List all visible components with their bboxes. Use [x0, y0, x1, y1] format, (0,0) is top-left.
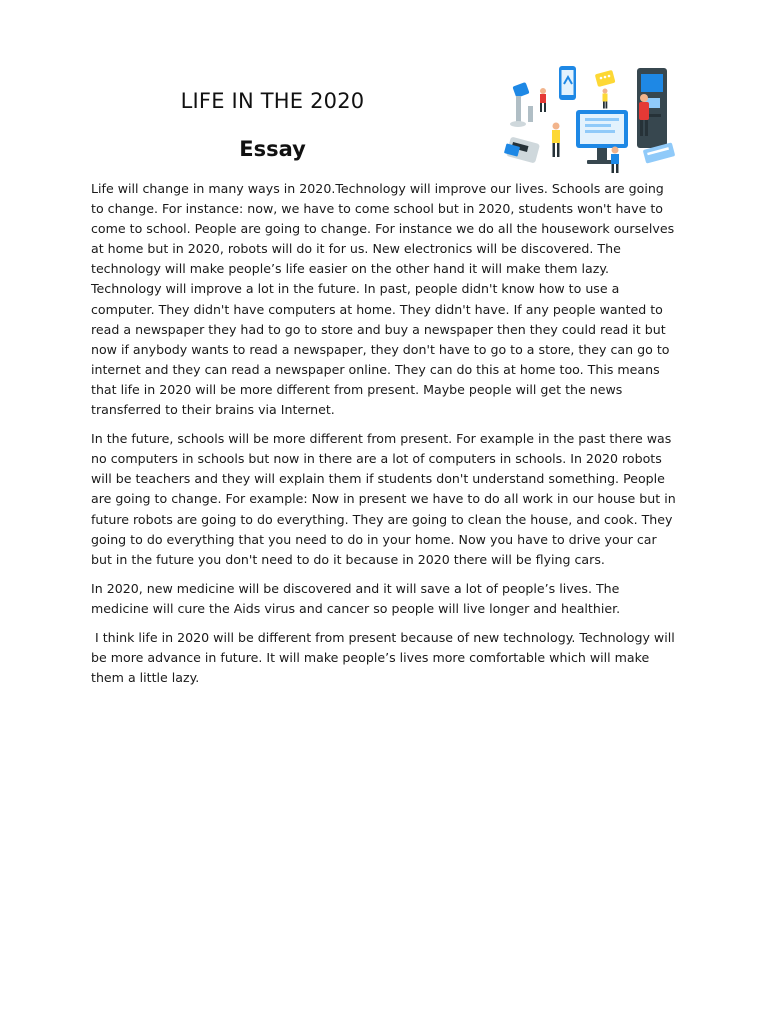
essay-paragraph: In the future, schools will be more different from present. For example in the past there was no computers in schools but now in there are a lot of computers in schools. In 2020 robots will be teachers and they will explain them if students don't understand something. People are going to change. For example: Now in present we have to do all work in our house but in future robots are going to do everything. They are going to clean the house, and cook. They going to do everything that you need to do in your home. Now you have to drive your car but in the future you don't need to do it because in 2020 there will be flying cars. [91, 431, 676, 567]
technology-people-illustration-icon [502, 62, 680, 174]
essay-paragraph: I think life in 2020 will be different from present because of new technology. Technology will be more advance in future. It will make people’s lives more comfortable which will make them a little lazy. [91, 629, 679, 686]
document-subtitle: Essay [239, 137, 306, 161]
person-icon [603, 89, 608, 109]
card-reader-icon [504, 136, 540, 163]
person-icon [611, 147, 619, 174]
phone-icon [559, 66, 576, 100]
person-icon [552, 123, 560, 158]
essay-paragraph: Life will change in many ways in 2020.Technology will improve our lives. Schools are going to change. For instance: now, we have to come school but in 2020, students won't have to come to school. People are going to change. For instance we do all the housework ourselves at home but in 2020, robots will do it for us. New electronics will be discovered. The technology will make people’s life easier on the other hand it will make them lazy. Technology will improve a lot in the future. In past, people didn't know how to use a computer. They didn't have computers at home. They didn't have. If any people wanted to read a newspaper they had to go to store and buy a newspaper then they could read it but now if anybody wants to read a newspaper, they don't have to go to a store, they can go to internet and they can read a newspaper online. They can do this at home too. This means that life in 2020 will be more different from present. Maybe people will get the news transferred to their brains via Internet. [91, 181, 675, 418]
essay-body [91, 179, 679, 697]
tablet-icon [528, 106, 533, 122]
monitor-icon [576, 110, 628, 164]
kiosk-icon [510, 82, 530, 127]
essay-paragraph: In 2020, new medicine will be discovered and it will save a lot of people’s lives. The medicine will cure the Aids virus and cancer so people will live longer and healthier. [91, 580, 621, 616]
document-title: LIFE IN THE 2020 [180, 89, 365, 113]
person-icon [540, 88, 546, 112]
chat-bubble-icon [595, 70, 616, 87]
